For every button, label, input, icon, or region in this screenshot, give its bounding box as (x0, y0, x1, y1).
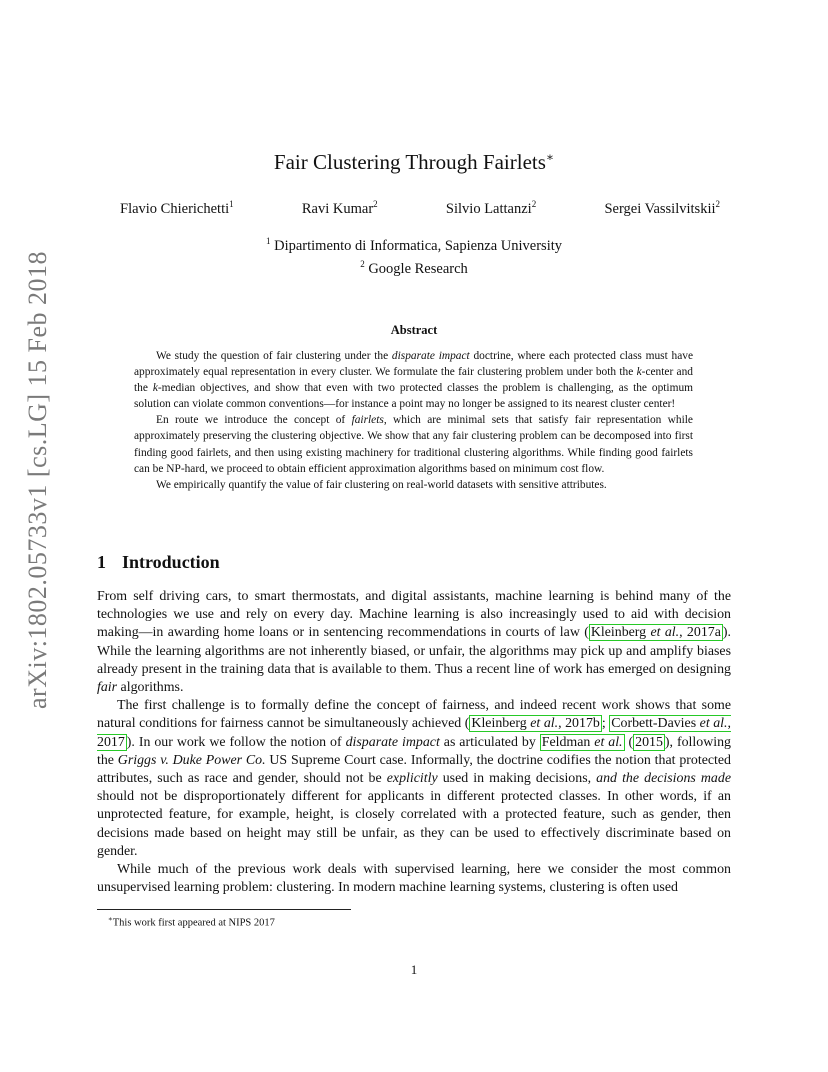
affiliation-text: Dipartimento di Informatica, Sapienza University (274, 237, 563, 254)
affiliation (0, 232, 828, 255)
footnote-divider (97, 909, 351, 910)
title-footnote-mark: ∗ (545, 150, 555, 164)
author-name: Ravi Kumar (301, 200, 374, 217)
citation-link[interactable]: Corbett-Davies et al., 2017 (97, 716, 731, 750)
citation-link[interactable]: Feldman et al. (541, 734, 623, 750)
introduction-body (97, 588, 731, 897)
abstract-paragraph: En route we introduce the concept of fairlets, which are minimal sets that satisfy fair representation while approximately preserving the clustering objective. We show that any fair clustering problem can be decomposed into first finding good fairlets, and then using existing machinery for traditional clustering algorithms. While finding good fairlets can be NP-hard, we proceed to obtain efficient approximation algorithms based on minimum cost flow. (134, 414, 693, 475)
page-number: 1 (410, 962, 418, 977)
abstract-paragraph: We study the question of fair clustering under the disparate impact doctrine, where each protected class must have approximately equal representation in every cluster. We formulate the fair clustering problem under both the k-center and the k-median objectives, and show that even with two protected classes the problem is challenging, as the optimum solution can violate common conventions—for instance a point may no longer be assigned to its nearest cluster center! (134, 350, 694, 411)
paper-title (0, 150, 828, 175)
author (446, 199, 536, 218)
abstract-paragraph: We empirically quantify the value of fair clustering on real-world datasets with sensitive attributes. (156, 478, 607, 491)
author-affiliation-mark: 1 (229, 199, 234, 209)
author-list (120, 199, 720, 218)
affiliation-number: 1 (265, 236, 271, 246)
author (604, 199, 720, 218)
affiliation (0, 255, 828, 278)
footnote-text: This work first appeared at NIPS 2017 (112, 917, 275, 929)
footnote (108, 915, 275, 929)
citation-link[interactable]: Kleinberg et al., 2017b (471, 716, 600, 732)
author-name: Sergei Vassilvitskii (604, 200, 716, 217)
section-heading (97, 552, 220, 573)
section-title: Introduction (122, 552, 220, 572)
author (302, 199, 378, 218)
author-name: Flavio Chierichetti (120, 200, 230, 217)
body-paragraph: While much of the previous work deals with supervised learning, here we consider the most common unsupervised learning problem: clustering. In modern machine learning systems, clustering is often used (97, 862, 731, 896)
footnote-mark: ∗ (108, 915, 113, 923)
affiliations (0, 232, 828, 278)
author-affiliation-mark: 2 (531, 199, 537, 209)
body-paragraph: The first challenge is to formally define the concept of fairness, and indeed recent work shows that some natural conditions for fairness cannot be simultaneously achieved ( Kleinberg et al., 2017b ; Corbett-Davies et al., 2017 ). In our work we follow the notion of disparate impact as articulated by Feldman et al. ( 2015 ), following the Griggs v. Duke Power Co. US Supreme Court case. Informally, the doctrine codifies the notion that protected attributes, such as race and gender, should not be explicitly used in making decisions, and the decisions made should not be disproportionately different for applicants in different protected classes. In other words, if an unprotected feature, for example, height, is closely correlated with a protected feature, such as gender, then decisions made based on height may still be unfair, as they can be used to effectively discriminate based on gender. (97, 698, 731, 859)
affiliation-text: Google Research (368, 260, 468, 277)
citation-link[interactable]: 2015 (635, 734, 663, 750)
author-affiliation-mark: 2 (715, 199, 720, 209)
section-number: 1 (97, 552, 106, 572)
author-name: Silvio Lattanzi (445, 200, 532, 217)
title-text: Fair Clustering Through Fairlets (273, 150, 546, 174)
abstract-body (134, 348, 693, 493)
citation-link[interactable]: Kleinberg et al., 2017a (590, 625, 721, 641)
arxiv-identifier: arXiv:1802.05733v1 [cs.LG] 15 Feb 2018 (23, 250, 52, 710)
author (120, 199, 234, 218)
body-paragraph: From self driving cars, to smart thermostats, and digital assistants, machine learning is behind many of the technologies we use and rely on every day. Machine learning is also increasingly used to aid with decision making—in awarding home loans or in sentencing recommendations in courts of law ( Kleinberg et al., 2017a ). While the learning algorithms are not inherently biased, or unfair, the algorithms may pick up and amplify biases already present in the training data that is available to them. Thus a recent line of work has emerged on designing fair algorithms. (97, 589, 731, 696)
affiliation-number: 2 (360, 258, 365, 269)
author-affiliation-mark: 2 (373, 199, 378, 209)
abstract-heading: Abstract (390, 323, 438, 337)
